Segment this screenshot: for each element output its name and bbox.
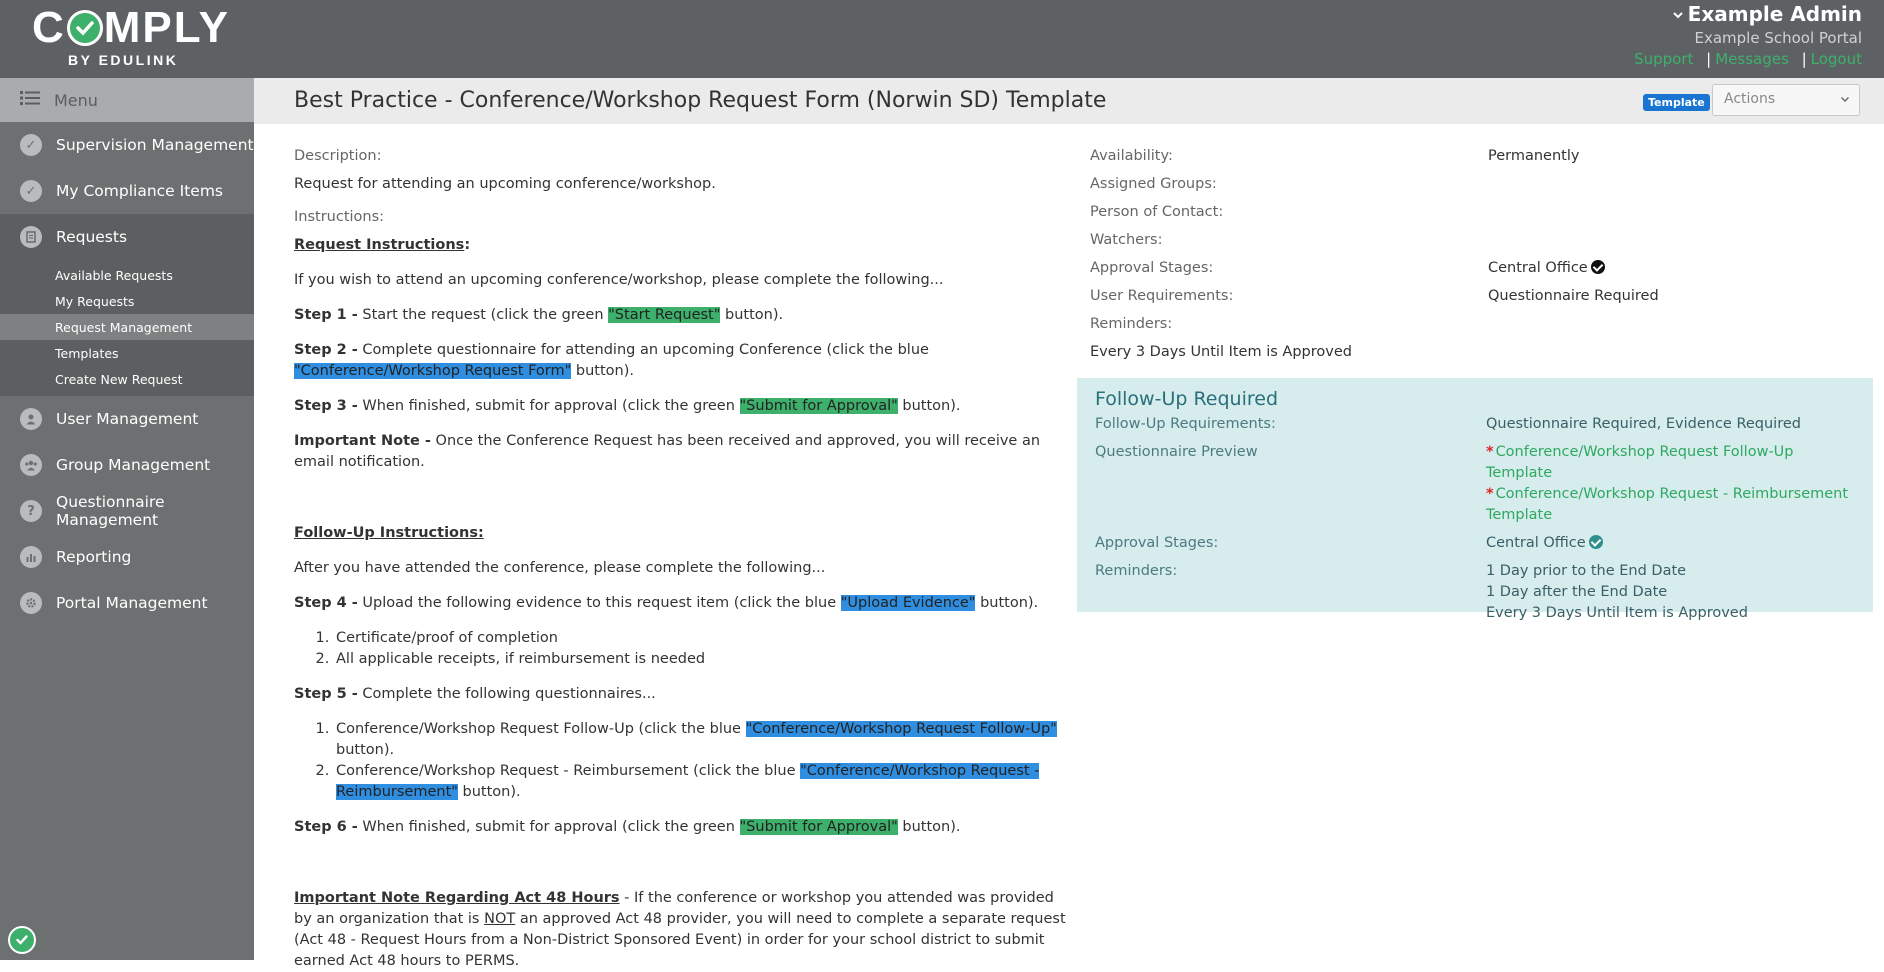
approval-stage-value: Central Office (1488, 260, 1588, 276)
step-2 (294, 340, 1074, 382)
step-text: button). (975, 595, 1039, 611)
step-4 (294, 593, 1074, 614)
reminder-item: Every 3 Days Until Item is Approved (1485, 605, 1748, 621)
step-text: When finished, submit for approval (click the green (357, 398, 740, 414)
submit-approval-highlight: "Submit for Approval" (739, 819, 898, 835)
step-label: Step 2 - (294, 342, 358, 358)
assigned-groups-label: Assigned Groups: (1090, 176, 1217, 192)
step-text: button). (571, 363, 634, 379)
step-6 (294, 817, 1074, 838)
group-icon (20, 454, 42, 476)
status-check-icon[interactable] (8, 926, 36, 954)
nav-portal-management[interactable] (0, 580, 254, 626)
nav-my-compliance-items[interactable] (0, 168, 254, 214)
approval-stages-row (1090, 258, 1870, 286)
logo-text-right: MPLY (103, 3, 230, 52)
followup-requirements-row (1095, 414, 1855, 435)
request-details (294, 146, 1074, 972)
request-instructions-heading: Request Instructions: (294, 237, 471, 253)
heading-text: Request Instructions (294, 237, 465, 253)
item-text: button). (457, 784, 521, 800)
step-label: Step 3 - (294, 398, 358, 414)
upload-evidence-highlight: "Upload Evidence" (840, 595, 976, 611)
nav-label: Portal Management (56, 594, 208, 612)
document-icon (20, 226, 42, 248)
page-title-bar (254, 78, 1884, 124)
sub-templates[interactable]: Templates (55, 345, 119, 361)
logo-text-left: C (32, 3, 66, 52)
check-circle-icon (1591, 260, 1605, 274)
evidence-list (334, 628, 1074, 670)
followup-approval-label: Approval Stages: (1095, 535, 1219, 551)
reminder-item: 1 Day prior to the End Date (1485, 563, 1687, 579)
reminders-row (1090, 314, 1870, 342)
user-requirements-value: Questionnaire Required (1488, 288, 1659, 304)
sub-available-requests[interactable]: Available Requests (55, 267, 173, 283)
requests-submenu (0, 260, 254, 396)
step-label: Step 1 - (294, 307, 358, 323)
step-text: Complete questionnaire for attending an upcoming Conference (click the blue (357, 342, 929, 358)
preview-link-followup[interactable] (1486, 442, 1855, 484)
questionnaire-preview-row (1095, 442, 1855, 526)
link-separator: | (1706, 50, 1712, 68)
followup-reminders-row (1095, 561, 1855, 624)
gear-icon (20, 592, 42, 614)
questionnaire-list (334, 719, 1074, 803)
nav-label: Requests (56, 228, 128, 246)
step-1 (294, 305, 1074, 326)
user-requirements-label: User Requirements: (1090, 288, 1234, 304)
bar-chart-icon (20, 546, 42, 568)
reminders-value: Every 3 Days Until Item is Approved (1090, 344, 1352, 360)
nav-user-management[interactable] (0, 396, 254, 442)
nav-questionnaire-management[interactable] (0, 488, 254, 534)
step-5 (294, 684, 1074, 705)
sub-create-new-request[interactable]: Create New Request (55, 371, 183, 387)
followup-panel (1077, 378, 1873, 621)
nav-label: User Management (56, 410, 199, 428)
description-label: Description: (294, 148, 382, 164)
watchers-label: Watchers: (1090, 232, 1163, 248)
availability-value: Permanently (1488, 148, 1580, 164)
logout-link[interactable]: Logout (1810, 50, 1862, 68)
act48-note (294, 888, 1074, 972)
user-menu (1634, 2, 1862, 68)
user-name: Example Admin (1687, 2, 1862, 26)
step-3 (294, 396, 1074, 417)
nav-label: Questionnaire Management (56, 493, 165, 529)
actions-dropdown[interactable] (1712, 84, 1860, 116)
request-form-highlight: "Conference/Workshop Request Form" (294, 363, 572, 379)
important-note (294, 431, 1074, 473)
step-text: When finished, submit for approval (click the green (357, 819, 740, 835)
check-circle-icon (1589, 535, 1603, 549)
sidebar (0, 78, 254, 960)
nav-label: Group Management (56, 456, 211, 474)
item-text: Conference/Workshop Request Follow-Up (click the blue (336, 721, 746, 737)
reminders-label: Reminders: (1090, 316, 1173, 332)
list-menu-icon (20, 90, 40, 110)
menu-toggle[interactable] (0, 78, 254, 122)
user-icon (20, 408, 42, 430)
request-intro: If you wish to attend an upcoming conference/workshop, please complete the following... (294, 272, 944, 288)
step-text: Start the request (click the green (357, 307, 609, 323)
start-request-highlight: "Start Request" (608, 307, 721, 323)
step-text: Upload the following evidence to this request item (click the blue (357, 595, 841, 611)
reminders-value-row (1090, 342, 1870, 370)
support-link[interactable]: Support (1634, 50, 1694, 68)
list-item: 2. All applicable receipts, if reimbursement is needed (334, 649, 1074, 670)
followup-reminders-label: Reminders: (1095, 563, 1178, 579)
step-text: button). (897, 819, 961, 835)
step-label: Step 5 - (294, 686, 358, 702)
followup-requirements-value: Questionnaire Required, Evidence Required (1485, 416, 1801, 432)
availability-row (1090, 146, 1870, 174)
contact-label: Person of Contact: (1090, 204, 1224, 220)
reminder-item: 1 Day after the End Date (1485, 584, 1668, 600)
portal-name: Example School Portal (1694, 29, 1862, 47)
followup-intro: After you have attended the conference, please complete the following... (294, 560, 826, 576)
link-separator: | (1801, 50, 1807, 68)
followup-approval-row (1095, 533, 1855, 554)
submit-approval-highlight: "Submit for Approval" (739, 398, 898, 414)
watchers-row (1090, 230, 1870, 258)
check-circle-icon: ✓ (20, 180, 42, 202)
followup-requirements-label: Follow-Up Requirements: (1095, 416, 1276, 432)
availability-label: Availability: (1090, 148, 1173, 164)
followup-title: Follow-Up Required (1095, 388, 1279, 410)
sub-request-management[interactable]: Request Management (0, 314, 254, 340)
step-label: Step 6 - (294, 819, 358, 835)
contact-row (1090, 202, 1870, 230)
nav-label: My Compliance Items (56, 182, 223, 200)
note-text: - If the conference or workshop you attended was provided by an organization that is (294, 890, 1054, 927)
sub-my-requests[interactable]: My Requests (55, 293, 135, 309)
page-title: Best Practice - Conference/Workshop Request Form (Norwin SD) Template (294, 88, 1107, 113)
not-emphasis: NOT (484, 911, 516, 927)
messages-link[interactable]: Messages (1715, 50, 1789, 68)
nav-supervision-management[interactable] (0, 122, 254, 168)
check-circle-icon: ✓ (20, 134, 42, 156)
item-text: button). (336, 742, 395, 758)
actions-label: Actions (1724, 91, 1776, 107)
nav-reporting[interactable] (0, 534, 254, 580)
list-item: 1. Certificate/proof of completion (334, 628, 1074, 649)
act48-heading: Important Note Regarding Act 48 Hours (294, 890, 620, 906)
step-text: Complete the following questionnaires... (357, 686, 656, 702)
preview-link-text: Conference/Workshop Request Follow-Up Template (1485, 444, 1794, 481)
followup-instructions-heading (294, 523, 1074, 544)
description-text: Request for attending an upcoming conference/workshop. (294, 176, 716, 192)
required-asterisk-icon: * (1485, 444, 1494, 460)
list-item (334, 719, 1074, 761)
chevron-down-icon (1839, 93, 1851, 109)
question-icon: ? (20, 500, 42, 522)
approval-stages-label: Approval Stages: (1090, 260, 1214, 276)
nav-label: Supervision Management (56, 136, 254, 154)
nav-group-management[interactable] (0, 442, 254, 488)
preview-link-reimbursement[interactable] (1486, 484, 1855, 526)
followup-highlight: "Conference/Workshop Request Follow-Up" (745, 721, 1057, 737)
user-requirements-row (1090, 286, 1870, 314)
preview-link-text: Conference/Workshop Request - Reimbursement Template (1485, 486, 1849, 523)
heading-text: Follow-Up Instructions: (294, 525, 484, 541)
nav-label: Reporting (56, 548, 132, 566)
list-item (334, 761, 1074, 803)
questionnaire-preview-label: Questionnaire Preview (1095, 444, 1258, 460)
reimbursement-highlight: "Conference/Workshop Request - Reimbursement" (336, 763, 1040, 800)
followup-approval-value: Central Office (1485, 535, 1586, 551)
nav-requests[interactable] (0, 214, 254, 260)
note-text: an approved Act 48 provider, you will need to complete a separate request (Act 48 - Request Hours from a Non-District Sponsored Event) in order for your school district to submit earned Act 48 hours to PERMS. (294, 911, 1066, 969)
logo-check-icon (67, 10, 103, 46)
logo-subtitle: BY EDULINK (68, 52, 179, 68)
menu-label: Menu (54, 90, 98, 110)
step-text: button). (897, 398, 961, 414)
user-dropdown[interactable] (1634, 2, 1862, 26)
note-text: Once the Conference Request has been received and approved, you will receive an email notification. (294, 433, 1041, 470)
step-label: Step 4 - (294, 595, 358, 611)
assigned-groups-row (1090, 174, 1870, 202)
template-badge: Template (1643, 94, 1710, 111)
item-text: Conference/Workshop Request - Reimbursement (click the blue (336, 763, 801, 779)
comply-logo[interactable] (32, 4, 230, 68)
note-label: Important Note - (294, 433, 431, 449)
instructions-label: Instructions: (294, 209, 385, 225)
step-text: button). (720, 307, 784, 323)
top-bar (0, 0, 1884, 78)
chevron-down-icon (1672, 2, 1684, 26)
request-properties (1090, 146, 1870, 370)
required-asterisk-icon: * (1485, 486, 1494, 502)
